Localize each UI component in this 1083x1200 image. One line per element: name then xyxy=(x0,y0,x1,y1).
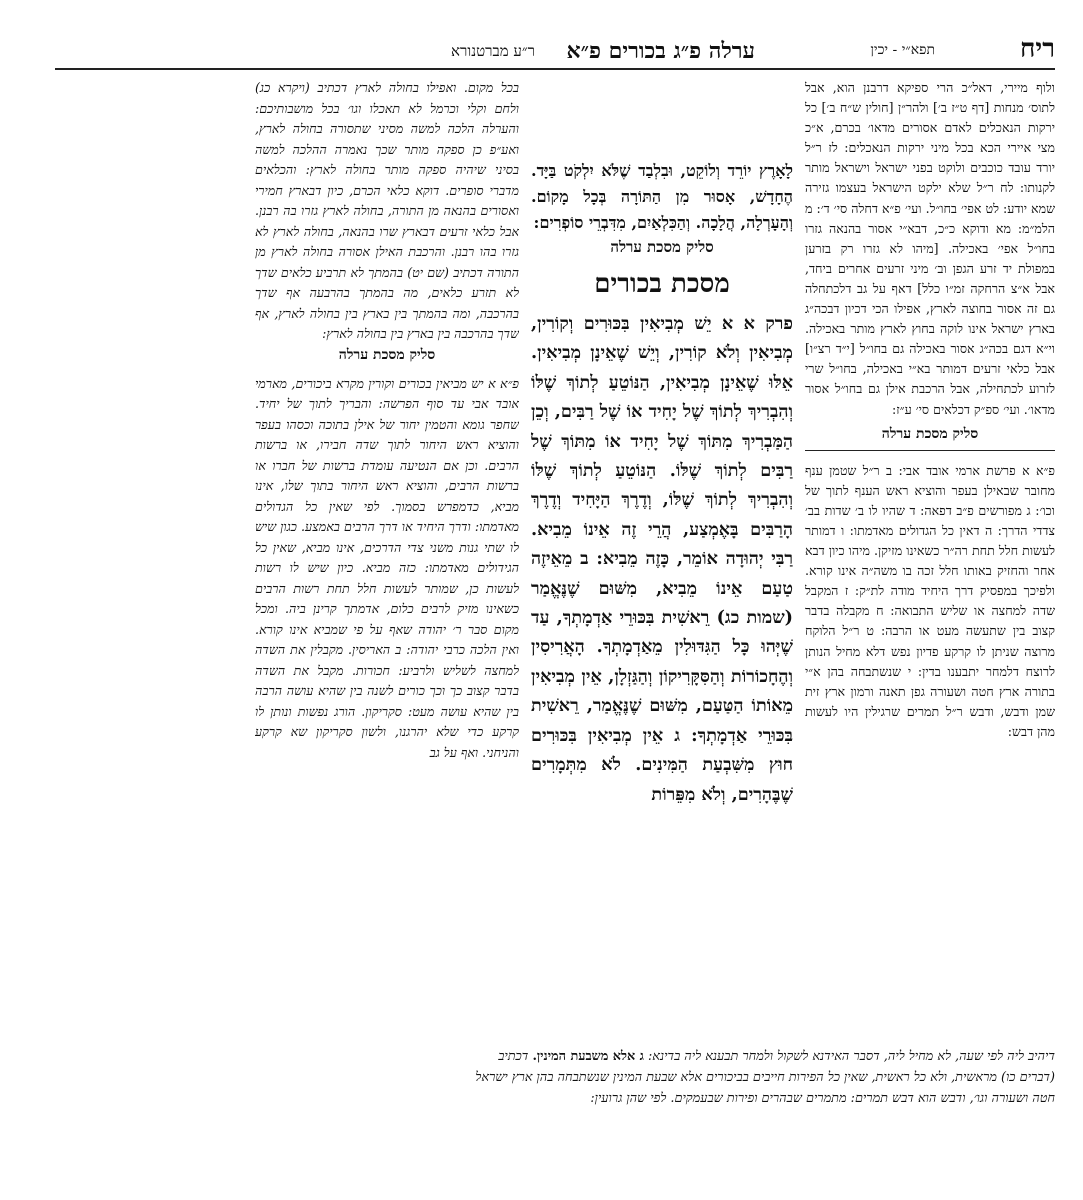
bottom-line: חטה ושעורה וגו׳, ודבש הוא דבש תמרים: מתמרים שבהרים ופירות שבעמקים. לפי שהן גרועין: xyxy=(590,1091,1055,1106)
divider xyxy=(805,450,1055,451)
header-range: תפא״י - יכין xyxy=(870,42,935,58)
middle-column-mishna xyxy=(531,78,793,809)
commentary-block: פ״א א יש מביאין בכורים וקורין מקרא ביכורים, מארמי אובד אבי עד סוף הפרשה: והבריך לתוך של יחיד. שחפר גומא והטמין יחור של אילן בתוכה וכסהו בעפר והוציא ראש היחור לתוך שדה חבירו, או ברשות הרבים. וכן אם הנטיעה עומדת ברשות של חברו או ברשות הרבים, והוציא ראש היחור בתוך שלו, אינו מביא, כדמפרש בסמוך. לפי שאין כל הגדולים מאדמתו: ודרך היחיד או דרך הרבים באמצע. כגון שיש לו שתי גנות משני צדי הדרכים, אינו מביא, שאין כל הגידולים מאדמתו: כזה מביא. כיון שיש לו רשות לעשות כן, שמותר לעשות חלל תחת רשות הרבים כשאינו מזיק לרבים כלום, אדמתך קרינן ביה. ומכל מקום סבר ר׳ יהודה שאף על פי שמביא אינו קורא. ואין הלכה כרבי יהודה: ב האריסין. מקבלין את השדה למחצה לשליש ולרביע: חכורות. מקבל את השדה בדבר קצוב כך וכך כורים לשנה בין שהיא עושה הרבה בין שהיא עושה מעט: סקריקון. הורג נפשות ונותן לו קרקע כדי שלא יהרגנו, ולשון סקריקון שא קרקע והניחני. ואף על גב xyxy=(255,375,519,760)
tractate-heading: מסכת בכורים xyxy=(594,269,730,299)
bottom-bold-heading: ג אלא משבעת המינין. xyxy=(532,1049,644,1064)
commentary-block: ולוף מיירי, דאל״כ הרי ספיקא דרבנן הוא, אבל לתוס׳ מנחות [דף ט״ז ב׳] ולהר״ן [חולין ש״ח ב׳] כל ירקות הנאכלים לאדם אסורים מדאו׳ בכרם, א״כ מצי איירי הכא בכל מיני ירקות הנאכלים: לז ר״ל יורד עובד כוכבים ולוקט בפני ישראל וישראל מותר לקנותו: לח ר״ל שלא ילקט הישראל בעצמו גזירה שמא יודע: לט אפי׳ בחו״ל. ועי׳ פ״א דחלה סי׳ ד׳: מ הלמ״מ: מא ודוקא כ״כ, דבא״י אסור בהנאה גזרו בחו״ל אפי׳ באכילה. [מיהו לא גזרו רק בזרען במפולת יד זרע הגפן וב׳ מיני זרעים אחרים ביחד, אבל א״צ הרחקה זמ״ו כלל] דאף על גב דלכתחלה גם זה אסור בחוצה לארץ, אפילו הכי דכיון דבכה״ג בארץ ישראל אינו לוקה בחוץ לארץ מותר באכילה. וי״א דגם בכה״ג אסור באכילה גם בחו״ל [י״ד רצ״ו] אבל כלאי זרעים דמותר בא״י באכילה, בחו״ל שרי לזרוע לכתחילה, אבל הרכבת אילן גם בחו״ל אסור מדאו׳. ועי׳ ספ״ק דכלאים סי׳ ע״ז: xyxy=(805,80,1055,417)
bottom-commentary xyxy=(55,1046,1055,1109)
end-of-tractate-note: סליק מסכת ערלה xyxy=(610,238,714,256)
commentary-block: פ״א א פרשת ארמי אובד אבי: ב ר״ל שטמן ענף מחובר שבאילן בעפר והוציא ראש הענף לתוך של וכו׳: ג מפורשים פ״ב דפאה: ד שהיו לו ב׳ שדות בב׳ צדדי הדרך: ה דאין כל הגדולים מאדמתו: ו דמותר לעשות חלל תחת רה״ר כשאינו מזיקן. מיהו כיון דבא אחר והחזיק באותו חלל זכה בו משה״ה אינו קורא. ולפיכך במפסיק דרך היחיד מודה לת״ק: ז המקבל שדה למחצה או שליש התבואה: ח מקבלה בדבר קצוב בין שתעשה מעט או הרבה: ט ר״ל הלוקח מרוצה שניתן לו קרקע פדיון נפש דלא מחיל הנותן לרוצח דלמחר יתבענו בדין: י שנשתבחה בהן א״י בתורה ארץ חטה ושעורה גפן תאנה ורמון ארץ זית שמן ודבש, ודבש ר״ל תמרים שרגילין היו לעשות מהן דבש: xyxy=(805,462,1055,739)
left-column-commentary xyxy=(255,78,519,763)
page-number: ריח xyxy=(1020,34,1055,64)
bottom-line: (דברים כו) מראשית, ולא כל ראשית, שאין כל הפירות חייבים בביכורים אלא שבעת המינין שנשתבחה בהן ארץ ישראל xyxy=(475,1070,1055,1085)
end-of-tractate-note: סליק מסכת ערלה xyxy=(338,346,436,363)
bottom-text: דיהיב ליה לפי שעה, לא מחיל ליה, דסבר האידנא לשקול ולמחר תבענא ליה בדינא: xyxy=(647,1049,1055,1064)
end-of-tractate-note: סליק מסכת ערלה xyxy=(881,425,979,442)
bottom-line xyxy=(55,1046,1055,1067)
page-header xyxy=(55,28,1055,70)
commentary-block: בכל מקום. ואפילו בחולה לארץ דכתיב (ויקרא כג) ולחם וקלי וכרמל לא תאכלו וגו׳ בכל מושבותיכם: והערלה הלכה למשה מסיני שתסורה בחולה לארץ, ואע״פ כן ספקה מותר שכך נאמרה ההלכה למשה בסיני שיהיה ספקה מותר בחולה לארץ: והכלאים מדברי סופרים. דוקא כלאי הכרם, כיון דבארץ חמירי ואסורים בהנאה מן התורה, בחולה לארץ גזרו בה רבנן. אבל כלאי זרעים דבארץ שרו בהנאה, בחולה לארץ לא גזרו בהו רבנן. והרכבת האילן אסורה בחולה לארץ מן התורה דכתיב (שם יט) בהמתך לא תרביע כלאים שדך לא תזרע כלאים, מה בהמתך בהרבעה אף שדך בהרכבה, ומה בהמתך בין בארץ בין בחולה לארץ, אף שדך בהרכבה בין בארץ בין בחולה לארץ: xyxy=(255,80,519,341)
bottom-text: דכתיב xyxy=(498,1049,529,1064)
right-column-commentary xyxy=(805,78,1055,742)
document-page xyxy=(55,28,1055,1168)
header-commentary: ר״ע מברטנורא xyxy=(451,42,535,60)
mishna-text: פרק א א יֵשׁ מְבִיאִין בִּכּוּרִים וְקוֹרִין, מְבִיאִין וְלֹא קוֹרִין, וְיֵשׁ שֶׁאֵינָן מְבִיאִין. אֵלּוּ שֶׁאֵינָן מְבִיאִין, הַנּוֹטֵעַ לְתוֹךְ שֶׁלּוֹ וְהִבְרִיךְ לְתוֹךְ שֶׁל יָחִיד אוֹ שֶׁל רַבִּים, וְכֵן הַמַּבְרִיךְ מִתּוֹךְ שֶׁל יָחִיד אוֹ מִתּוֹךְ שֶׁל רַבִּים לְתוֹךְ שֶׁלּוֹ. הַנּוֹטֵעַ לְתוֹךְ שֶׁלּוֹ וְהִבְרִיךְ לְתוֹךְ שֶׁלּוֹ, וְדֶרֶךְ הַיָּחִיד וְדֶרֶךְ הָרַבִּים בָּאֶמְצַע, הֲרֵי זֶה אֵינוֹ מֵבִיא. רַבִּי יְהוּדָה אוֹמֵר, כָּזֶה מֵבִיא: ב מֵאֵיזֶה טַעַם אֵינוֹ מֵבִיא, מִשּׁוּם שֶׁנֶּאֱמַר (שמות כג) רֵאשִׁית בִּכּוּרֵי אַדְמָתְךָ, עַד שֶׁיְּהוּ כָּל הַגִּדּוּלִין מֵאַדְמָתְךָ. הָאֲרִיסִין וְהֶחָכוֹרוֹת וְהַסִּקָּרִיקוֹן וְהַגַּזְלָן, אֵין מְבִיאִין מֵאוֹתוֹ הַטַּעַם, מִשּׁוּם שֶׁנֶּאֱמַר, רֵאשִׁית בִּכּוּרֵי אַדְמָתְךָ: ג אֵין מְבִיאִין בִּכּוּרִים חוּץ מִשִּׁבְעַת הַמִּינִים. לֹא מִתְּמָרִים שֶׁבֶּהָרִים, וְלֹא מִפֵּרוֹת xyxy=(531,313,793,805)
header-tractate-title: ערלה פ״ג בכורים פ״א xyxy=(566,38,755,64)
mishna-text: לָאָרֶץ יוֹרֵד וְלוֹקֵט, וּבִלְבַד שֶׁלֹּא יִלְקֹט בַּיָּד. הֶחָדָשׁ, אָסוּר מִן הַתּוֹרָה בְּכָל מָקוֹם. וְהָעָרְלָה, הֲלָכָה. וְהַכִּלְאַיִם, מִדִּבְרֵי סוֹפְרִים: xyxy=(531,161,793,232)
